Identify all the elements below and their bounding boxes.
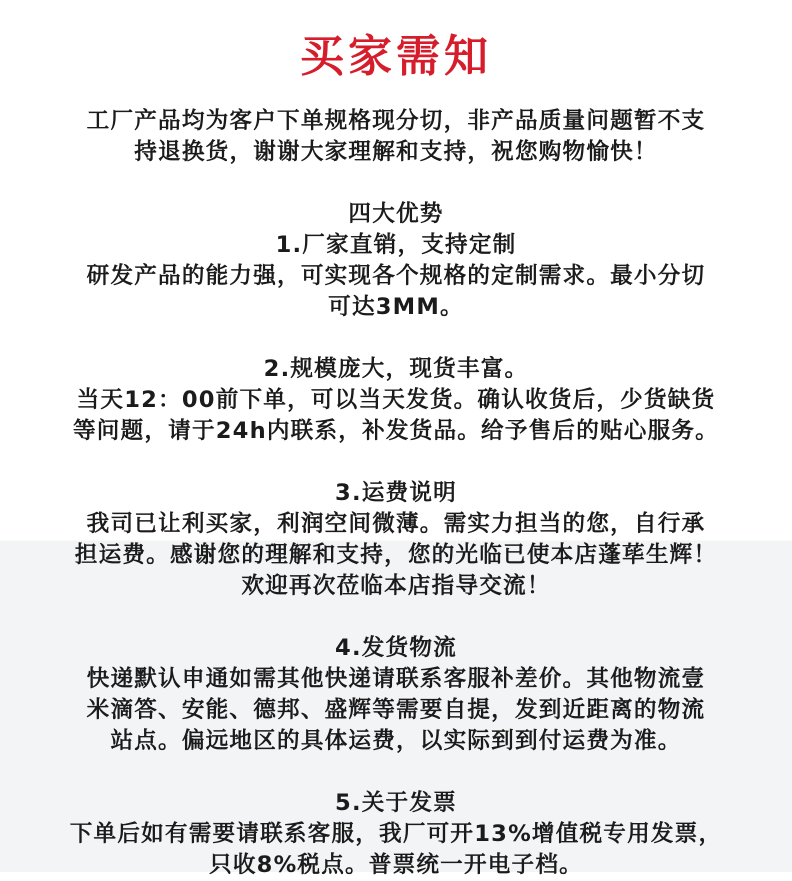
advantage-heading: 3.运费说明: [335, 480, 457, 506]
section-spacer: [28, 323, 764, 354]
advantage-heading: 2.规模庞大，现货丰富。: [263, 356, 529, 382]
advantage-item-4: [28, 633, 764, 757]
advantage-text-line: 担运费。感谢您的理解和支持，您的光临已使本店蓬荜生辉！: [74, 542, 718, 568]
section-spacer: [28, 757, 764, 788]
advantage-item-1: [28, 230, 764, 323]
section-spacer: [28, 602, 764, 633]
advantage-text-line: 站点。偏远地区的具体运费，以实际到到付运费为准。: [110, 728, 682, 754]
advantage-text-line: 欢迎再次莅临本店指导交流！: [241, 573, 551, 599]
advantage-text-line: 只收8%税点。普票统一开电子档。: [209, 852, 583, 878]
notice-content: [28, 106, 764, 881]
advantage-heading: 4.发货物流: [335, 635, 457, 661]
advantage-text-line: 我司已让利买家，利润空间微薄。需实力担当的您，自行承: [86, 511, 706, 537]
advantage-text-line: 可达3MM。: [328, 294, 464, 320]
advantage-text-line: 研发产品的能力强，可实现各个规格的定制需求。最小分切: [86, 263, 706, 289]
advantage-text-line: 快递默认申通如需其他快递请联系客服补差价。其他物流壹: [86, 666, 706, 692]
intro-line: 工厂产品均为客户下单规格现分切，非产品质量问题暂不支: [86, 108, 706, 134]
advantage-heading: 1.厂家直销，支持定制: [275, 232, 517, 258]
advantage-text-line: 当天12：00前下单，可以当天发货。确认收货后，少货缺货: [76, 387, 716, 413]
advantage-item-3: [28, 478, 764, 602]
advantage-text-line: 米滴答、安能、德邦、盛辉等需要自提，发到近距离的物流: [86, 697, 706, 723]
section-spacer: [28, 168, 764, 199]
advantage-item-2: [28, 354, 764, 447]
advantage-item-5: [28, 788, 764, 881]
section-spacer: [28, 447, 764, 478]
advantage-text-line: 等问题，请于24h内联系，补发货品。给予售后的贴心服务。: [73, 418, 719, 444]
advantage-heading: 5.关于发票: [335, 790, 457, 816]
advantages-section: [28, 199, 764, 881]
page-title: 买家需知: [300, 31, 492, 82]
intro-paragraph: [28, 106, 764, 168]
advantages-heading: 四大优势: [348, 201, 444, 227]
advantage-text-line: 下单后如有需要请联系客服，我厂可开13%增值税专用发票，: [69, 821, 723, 847]
intro-line: 持退换货，谢谢大家理解和支持，祝您购物愉快！: [134, 139, 658, 165]
